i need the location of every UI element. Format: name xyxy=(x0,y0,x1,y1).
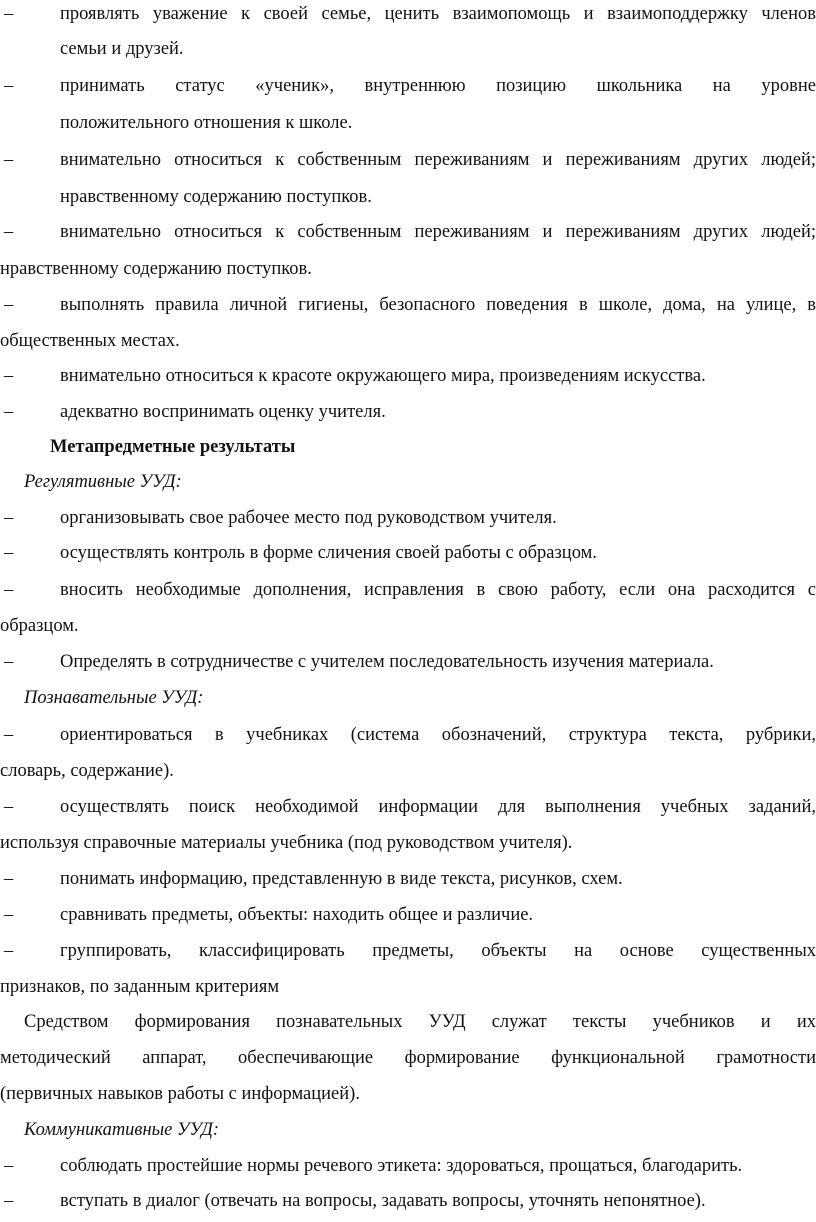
list-bullet-dash: – xyxy=(4,543,14,563)
text-line: используя справочные материалы учебника (под руководством учителя). xyxy=(0,833,573,853)
list-bullet-dash: – xyxy=(4,652,14,672)
list-bullet-dash: – xyxy=(4,797,14,817)
text-line: осуществлять контроль в форме сличения своей работы с образцом. xyxy=(60,543,597,563)
text-line: соблюдать простейшие нормы речевого этикета: здороваться, прощаться, благодарить. xyxy=(60,1156,743,1176)
subsection-heading: Регулятивные УУД: xyxy=(24,472,182,492)
list-bullet-dash: – xyxy=(4,1156,14,1176)
text-line: внимательно относиться к собственным переживаниям и переживаниям других людей; xyxy=(60,222,816,242)
text-line: проявлять уважение к своей семье, ценить взаимопомощь и взаимоподдержку членов xyxy=(60,4,816,24)
list-bullet-dash: – xyxy=(4,222,14,242)
text-line: семьи и друзей. xyxy=(60,39,184,59)
text-line: Определять в сотрудничестве с учителем последовательность изучения материала. xyxy=(60,652,714,672)
text-line: положительного отношения к школе. xyxy=(60,113,353,133)
text-line: признаков, по заданным критериям xyxy=(0,977,280,997)
list-bullet-dash: – xyxy=(4,402,14,422)
text-line: Средством формирования познавательных УУД служат тексты учебников и их xyxy=(24,1012,816,1032)
list-bullet-dash: – xyxy=(4,366,14,386)
list-bullet-dash: – xyxy=(4,4,14,24)
text-line: принимать статус «ученик», внутреннюю позицию школьника на уровне xyxy=(60,76,816,96)
text-line: выполнять правила личной гигиены, безопасного поведения в школе, дома, на улице, в xyxy=(60,295,816,315)
list-bullet-dash: – xyxy=(4,150,14,170)
list-bullet-dash: – xyxy=(4,725,14,745)
list-bullet-dash: – xyxy=(4,869,14,889)
text-line: вступать в диалог (отвечать на вопросы, задавать вопросы, уточнять непонятное). xyxy=(60,1191,706,1211)
text-line: сравнивать предметы, объекты: находить общее и различие. xyxy=(60,905,534,925)
list-bullet-dash: – xyxy=(4,1191,14,1211)
text-line: осуществлять поиск необходимой информации для выполнения учебных заданий, xyxy=(60,797,816,817)
text-line: организовывать свое рабочее место под руководством учителя. xyxy=(60,508,557,528)
text-line: адекватно воспринимать оценку учителя. xyxy=(60,402,386,422)
text-line: внимательно относиться к красоте окружающего мира, произведениям искусства. xyxy=(60,366,706,386)
subsection-heading: Коммуникативные УУД: xyxy=(24,1120,220,1140)
text-line: нравственному содержанию поступков. xyxy=(60,187,372,207)
list-bullet-dash: – xyxy=(4,295,14,315)
section-heading: Метапредметные результаты xyxy=(50,437,296,457)
text-line: методический аппарат, обеспечивающие формирование функциональной грамотности xyxy=(0,1048,816,1068)
text-line: образцом. xyxy=(0,616,79,636)
list-bullet-dash: – xyxy=(4,508,14,528)
list-bullet-dash: – xyxy=(4,76,14,96)
list-bullet-dash: – xyxy=(4,580,14,600)
text-line: нравственному содержанию поступков. xyxy=(0,259,312,279)
text-line: группировать, классифицировать предметы, объекты на основе существенных xyxy=(60,941,816,961)
text-line: понимать информацию, представленную в виде текста, рисунков, схем. xyxy=(60,869,623,889)
text-line: внимательно относиться к собственным переживаниям и переживаниям других людей; xyxy=(60,150,816,170)
text-line: общественных местах. xyxy=(0,331,180,351)
subsection-heading: Познавательные УУД: xyxy=(24,688,204,708)
list-bullet-dash: – xyxy=(4,941,14,961)
list-bullet-dash: – xyxy=(4,905,14,925)
text-line: вносить необходимые дополнения, исправления в свою работу, если она расходится с xyxy=(60,580,816,600)
text-line: словарь, содержание). xyxy=(0,761,174,781)
text-line: ориентироваться в учебниках (система обозначений, структура текста, рубрики, xyxy=(60,725,816,745)
text-line: (первичных навыков работы с информацией). xyxy=(0,1084,360,1104)
